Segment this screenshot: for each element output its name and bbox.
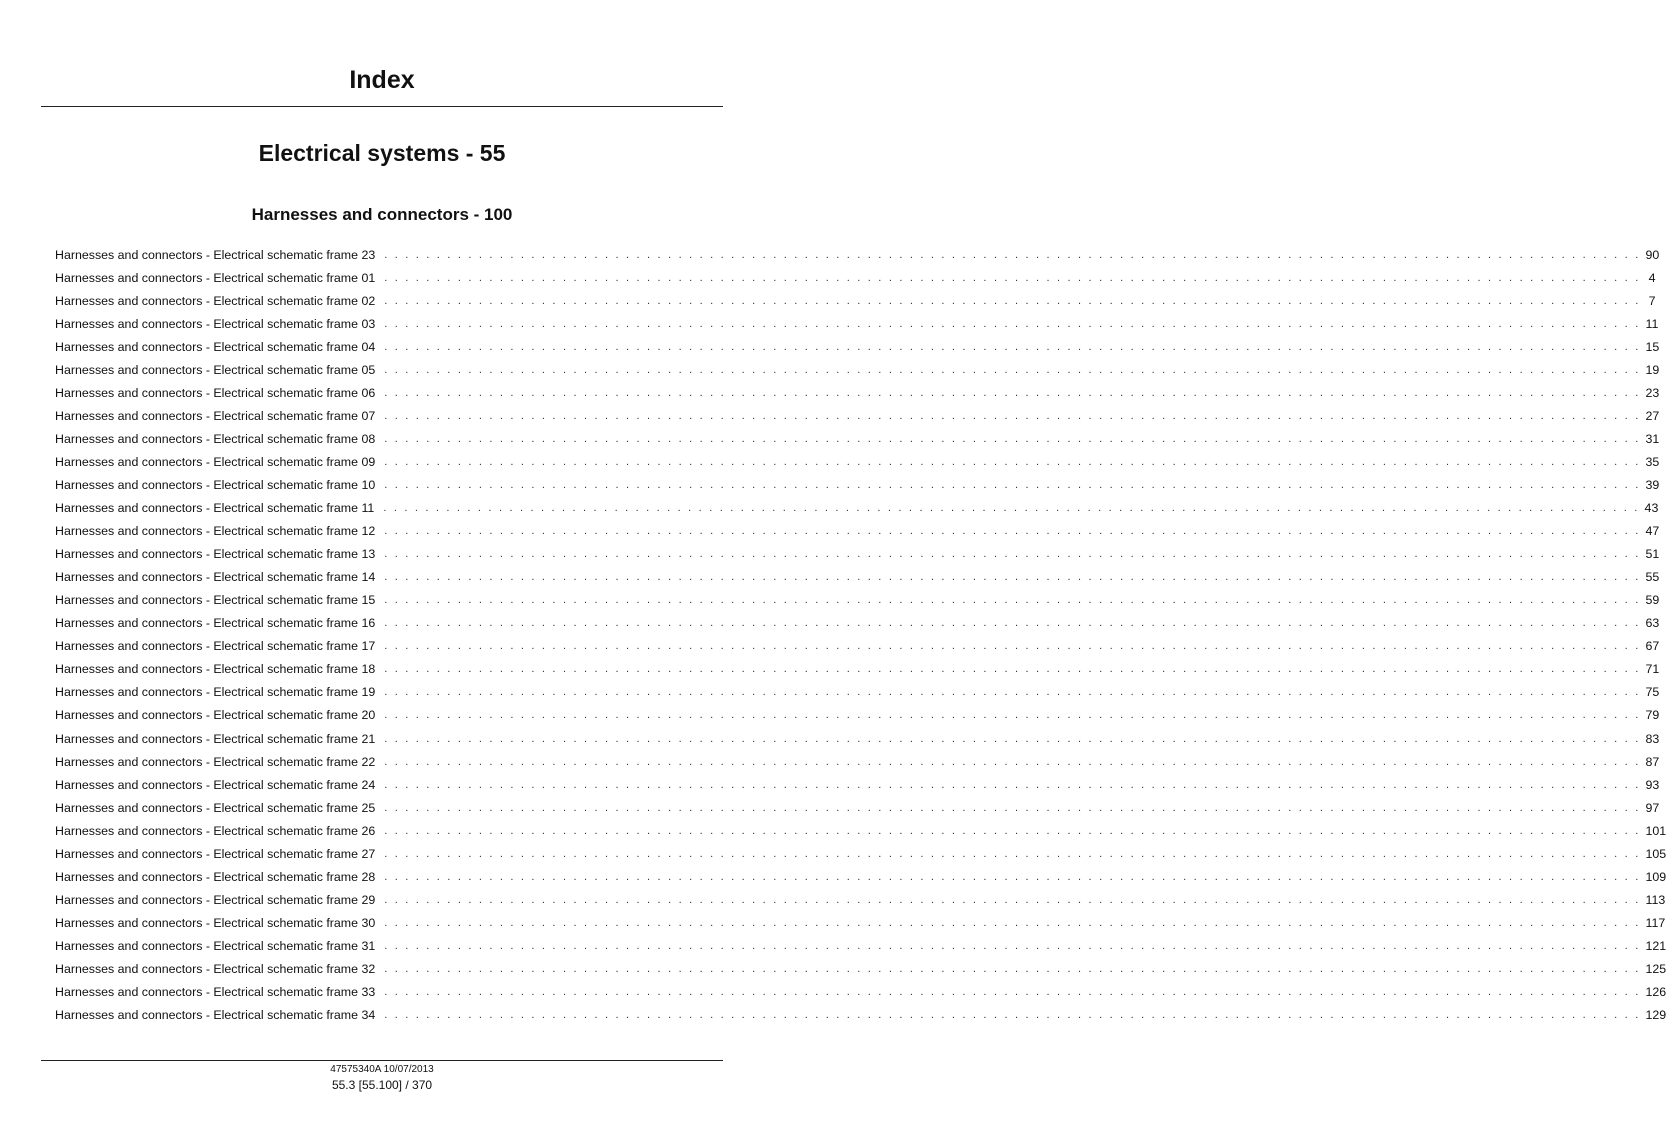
index-entry-label: Harnesses and connectors - Electrical schematic frame 14 bbox=[55, 570, 376, 585]
dot-leader: . . . . . . . . . . . . . . . . . . . . . . . . . . . . . . . . . . . . . . . . . . . . . . . . . . . . . . . . . . . . . . . . . . . . . . . . . . . . . . . . . . . . . . . . . . . . . . . . . . . . . . . . . . . . . . . . . . . . . . . . bbox=[384, 478, 1641, 491]
index-entry[interactable] bbox=[55, 865, 1666, 888]
dot-leader: . . . . . . . . . . . . . . . . . . . . . . . . . . . . . . . . . . . . . . . . . . . . . . . . . . . . . . . . . . . . . . . . . . . . . . . . . . . . . . . . . . . . . . . . . . . . . . . . . . . . . . . . . . . . . . . . . . . . . . . . bbox=[384, 248, 1641, 261]
dot-leader: . . . . . . . . . . . . . . . . . . . . . . . . . . . . . . . . . . . . . . . . . . . . . . . . . . . . . . . . . . . . . . . . . . . . . . . . . . . . . . . . . . . . . . . . . . . . . . . . . . . . . . . . . . . . . . . . . . . . . . . . bbox=[384, 986, 1641, 999]
index-entry[interactable] bbox=[55, 543, 1660, 566]
index-entry[interactable] bbox=[55, 888, 1666, 911]
index-entry-page-number: 75 bbox=[1645, 685, 1660, 700]
index-entry-page-number: 93 bbox=[1645, 777, 1660, 792]
index-entry-label: Harnesses and connectors - Electrical schematic frame 05 bbox=[55, 362, 376, 377]
index-entry-label: Harnesses and connectors - Electrical schematic frame 15 bbox=[55, 593, 376, 608]
dot-leader: . . . . . . . . . . . . . . . . . . . . . . . . . . . . . . . . . . . . . . . . . . . . . . . . . . . . . . . . . . . . . . . . . . . . . . . . . . . . . . . . . . . . . . . . . . . . . . . . . . . . . . . . . . . . . . . . . . . . . . . . bbox=[383, 502, 1640, 515]
index-entry-label: Harnesses and connectors - Electrical schematic frame 32 bbox=[55, 961, 376, 976]
dot-leader: . . . . . . . . . . . . . . . . . . . . . . . . . . . . . . . . . . . . . . . . . . . . . . . . . . . . . . . . . . . . . . . . . . . . . . . . . . . . . . . . . . . . . . . . . . . . . . . . . . . . . . . . . . . . . . . . . . . . . . . . bbox=[384, 732, 1641, 745]
index-entry[interactable] bbox=[55, 243, 1660, 266]
dot-leader: . . . . . . . . . . . . . . . . . . . . . . . . . . . . . . . . . . . . . . . . . . . . . . . . . . . . . . . . . . . . . . . . . . . . . . . . . . . . . . . . . . . . . . . . . . . . . . . . . . . . . . . . . . . . . . . . . . . . . . . . bbox=[384, 686, 1641, 699]
dot-leader: . . . . . . . . . . . . . . . . . . . . . . . . . . . . . . . . . . . . . . . . . . . . . . . . . . . . . . . . . . . . . . . . . . . . . . . . . . . . . . . . . . . . . . . . . . . . . . . . . . . . . . . . . . . . . . . . . . . . . . . . bbox=[384, 916, 1641, 929]
dot-leader: . . . . . . . . . . . . . . . . . . . . . . . . . . . . . . . . . . . . . . . . . . . . . . . . . . . . . . . . . . . . . . . . . . . . . . . . . . . . . . . . . . . . . . . . . . . . . . . . . . . . . . . . . . . . . . . . . . . . . . . . bbox=[384, 432, 1641, 445]
index-entry[interactable] bbox=[55, 658, 1660, 681]
index-entry-label: Harnesses and connectors - Electrical schematic frame 34 bbox=[55, 1008, 376, 1023]
index-entry[interactable] bbox=[55, 450, 1660, 473]
index-entry[interactable] bbox=[55, 750, 1660, 773]
dot-leader: . . . . . . . . . . . . . . . . . . . . . . . . . . . . . . . . . . . . . . . . . . . . . . . . . . . . . . . . . . . . . . . . . . . . . . . . . . . . . . . . . . . . . . . . . . . . . . . . . . . . . . . . . . . . . . . . . . . . . . . . bbox=[384, 870, 1641, 883]
dot-leader: . . . . . . . . . . . . . . . . . . . . . . . . . . . . . . . . . . . . . . . . . . . . . . . . . . . . . . . . . . . . . . . . . . . . . . . . . . . . . . . . . . . . . . . . . . . . . . . . . . . . . . . . . . . . . . . . . . . . . . . . bbox=[384, 548, 1641, 561]
index-entry[interactable] bbox=[55, 289, 1656, 312]
index-entry[interactable] bbox=[55, 335, 1660, 358]
index-entry-page-number: 31 bbox=[1645, 431, 1660, 446]
dot-leader: . . . . . . . . . . . . . . . . . . . . . . . . . . . . . . . . . . . . . . . . . . . . . . . . . . . . . . . . . . . . . . . . . . . . . . . . . . . . . . . . . . . . . . . . . . . . . . . . . . . . . . . . . . . . . . . . . . . . . . . . bbox=[384, 594, 1641, 607]
index-entry-page-number: 121 bbox=[1645, 938, 1666, 953]
index-entry[interactable] bbox=[55, 427, 1660, 450]
dot-leader: . . . . . . . . . . . . . . . . . . . . . . . . . . . . . . . . . . . . . . . . . . . . . . . . . . . . . . . . . . . . . . . . . . . . . . . . . . . . . . . . . . . . . . . . . . . . . . . . . . . . . . . . . . . . . . . . . . . . . . . . bbox=[384, 824, 1641, 837]
dot-leader: . . . . . . . . . . . . . . . . . . . . . . . . . . . . . . . . . . . . . . . . . . . . . . . . . . . . . . . . . . . . . . . . . . . . . . . . . . . . . . . . . . . . . . . . . . . . . . . . . . . . . . . . . . . . . . . . . . . . . . . . bbox=[384, 340, 1641, 353]
dot-leader: . . . . . . . . . . . . . . . . . . . . . . . . . . . . . . . . . . . . . . . . . . . . . . . . . . . . . . . . . . . . . . . . . . . . . . . . . . . . . . . . . . . . . . . . . . . . . . . . . . . . . . . . . . . . . . . . . . . . . . . . bbox=[384, 386, 1641, 399]
dot-leader: . . . . . . . . . . . . . . . . . . . . . . . . . . . . . . . . . . . . . . . . . . . . . . . . . . . . . . . . . . . . . . . . . . . . . . . . . . . . . . . . . . . . . . . . . . . . . . . . . . . . . . . . . . . . . . . . . . . . . . . . bbox=[384, 755, 1641, 768]
index-entry[interactable] bbox=[55, 1004, 1666, 1027]
dot-leader: . . . . . . . . . . . . . . . . . . . . . . . . . . . . . . . . . . . . . . . . . . . . . . . . . . . . . . . . . . . . . . . . . . . . . . . . . . . . . . . . . . . . . . . . . . . . . . . . . . . . . . . . . . . . . . . . . . . . . . . . bbox=[384, 525, 1641, 538]
index-entry-label: Harnesses and connectors - Electrical schematic frame 17 bbox=[55, 639, 376, 654]
index-entry-page-number: 125 bbox=[1645, 961, 1666, 976]
index-entry[interactable] bbox=[55, 981, 1666, 1004]
subsection-title: Harnesses and connectors - 100 bbox=[251, 205, 513, 224]
index-entry-page-number: 15 bbox=[1645, 339, 1660, 354]
index-entry-page-number: 109 bbox=[1645, 869, 1666, 884]
index-entry-page-number: 97 bbox=[1645, 800, 1660, 815]
index-entry-label: Harnesses and connectors - Electrical schematic frame 03 bbox=[55, 316, 376, 331]
index-entry-page-number: 101 bbox=[1645, 823, 1666, 838]
index-entry-page-number: 19 bbox=[1645, 362, 1660, 377]
index-entry[interactable] bbox=[55, 796, 1660, 819]
index-entry[interactable] bbox=[55, 773, 1660, 796]
index-entry-page-number: 43 bbox=[1644, 501, 1659, 516]
index-list bbox=[55, 243, 1666, 1027]
index-entry[interactable] bbox=[55, 473, 1660, 496]
dot-leader: . . . . . . . . . . . . . . . . . . . . . . . . . . . . . . . . . . . . . . . . . . . . . . . . . . . . . . . . . . . . . . . . . . . . . . . . . . . . . . . . . . . . . . . . . . . . . . . . . . . . . . . . . . . . . . . . . . . . . . . . bbox=[384, 271, 1641, 284]
index-entry-page-number: 47 bbox=[1645, 524, 1660, 539]
index-entry-page-number: 63 bbox=[1645, 616, 1660, 631]
index-entry[interactable] bbox=[55, 727, 1660, 750]
index-entry[interactable] bbox=[55, 520, 1660, 543]
index-entry[interactable] bbox=[55, 957, 1666, 980]
index-entry-page-number: 126 bbox=[1645, 985, 1666, 1000]
index-entry[interactable] bbox=[55, 819, 1666, 842]
dot-leader: . . . . . . . . . . . . . . . . . . . . . . . . . . . . . . . . . . . . . . . . . . . . . . . . . . . . . . . . . . . . . . . . . . . . . . . . . . . . . . . . . . . . . . . . . . . . . . . . . . . . . . . . . . . . . . . . . . . . . . . . bbox=[384, 709, 1641, 722]
index-entry-label: Harnesses and connectors - Electrical schematic frame 08 bbox=[55, 431, 376, 446]
dot-leader: . . . . . . . . . . . . . . . . . . . . . . . . . . . . . . . . . . . . . . . . . . . . . . . . . . . . . . . . . . . . . . . . . . . . . . . . . . . . . . . . . . . . . . . . . . . . . . . . . . . . . . . . . . . . . . . . . . . . . . . . bbox=[384, 455, 1641, 468]
footer-document-id: 47575340A 10/07/2013 bbox=[330, 1064, 434, 1075]
index-entry[interactable] bbox=[55, 911, 1666, 934]
index-entry[interactable] bbox=[55, 312, 1659, 335]
dot-leader: . . . . . . . . . . . . . . . . . . . . . . . . . . . . . . . . . . . . . . . . . . . . . . . . . . . . . . . . . . . . . . . . . . . . . . . . . . . . . . . . . . . . . . . . . . . . . . . . . . . . . . . . . . . . . . . . . . . . . . . . bbox=[384, 294, 1641, 307]
index-entry[interactable] bbox=[55, 612, 1660, 635]
index-entry-label: Harnesses and connectors - Electrical schematic frame 06 bbox=[55, 385, 376, 400]
index-entry-label: Harnesses and connectors - Electrical schematic frame 01 bbox=[55, 270, 376, 285]
index-entry-label: Harnesses and connectors - Electrical schematic frame 24 bbox=[55, 777, 376, 792]
dot-leader: . . . . . . . . . . . . . . . . . . . . . . . . . . . . . . . . . . . . . . . . . . . . . . . . . . . . . . . . . . . . . . . . . . . . . . . . . . . . . . . . . . . . . . . . . . . . . . . . . . . . . . . . . . . . . . . . . . . . . . . . bbox=[384, 939, 1641, 952]
index-entry-page-number: 113 bbox=[1645, 892, 1666, 907]
index-entry-label: Harnesses and connectors - Electrical schematic frame 13 bbox=[55, 547, 376, 562]
index-entry-page-number: 67 bbox=[1645, 639, 1660, 654]
index-entry-page-number: 105 bbox=[1645, 846, 1666, 861]
dot-leader: . . . . . . . . . . . . . . . . . . . . . . . . . . . . . . . . . . . . . . . . . . . . . . . . . . . . . . . . . . . . . . . . . . . . . . . . . . . . . . . . . . . . . . . . . . . . . . . . . . . . . . . . . . . . . . . . . . . . . . . . bbox=[384, 409, 1641, 422]
dot-leader: . . . . . . . . . . . . . . . . . . . . . . . . . . . . . . . . . . . . . . . . . . . . . . . . . . . . . . . . . . . . . . . . . . . . . . . . . . . . . . . . . . . . . . . . . . . . . . . . . . . . . . . . . . . . . . . . . . . . . . . . bbox=[384, 847, 1641, 860]
index-entry-label: Harnesses and connectors - Electrical schematic frame 23 bbox=[55, 247, 376, 262]
index-entry-page-number: 7 bbox=[1648, 293, 1656, 308]
index-entry-label: Harnesses and connectors - Electrical schematic frame 20 bbox=[55, 708, 376, 723]
index-entry-page-number: 90 bbox=[1645, 247, 1660, 262]
index-entry-label: Harnesses and connectors - Electrical schematic frame 07 bbox=[55, 408, 376, 423]
index-entry[interactable] bbox=[55, 589, 1660, 612]
page-title: Index bbox=[349, 66, 415, 94]
index-entry-page-number: 59 bbox=[1645, 593, 1660, 608]
index-entry-label: Harnesses and connectors - Electrical schematic frame 12 bbox=[55, 524, 376, 539]
index-entry[interactable] bbox=[55, 934, 1666, 957]
dot-leader: . . . . . . . . . . . . . . . . . . . . . . . . . . . . . . . . . . . . . . . . . . . . . . . . . . . . . . . . . . . . . . . . . . . . . . . . . . . . . . . . . . . . . . . . . . . . . . . . . . . . . . . . . . . . . . . . . . . . . . . . bbox=[384, 617, 1641, 630]
dot-leader: . . . . . . . . . . . . . . . . . . . . . . . . . . . . . . . . . . . . . . . . . . . . . . . . . . . . . . . . . . . . . . . . . . . . . . . . . . . . . . . . . . . . . . . . . . . . . . . . . . . . . . . . . . . . . . . . . . . . . . . . bbox=[384, 663, 1641, 676]
index-entry-page-number: 23 bbox=[1645, 385, 1660, 400]
index-entry-page-number: 87 bbox=[1645, 754, 1660, 769]
dot-leader: . . . . . . . . . . . . . . . . . . . . . . . . . . . . . . . . . . . . . . . . . . . . . . . . . . . . . . . . . . . . . . . . . . . . . . . . . . . . . . . . . . . . . . . . . . . . . . . . . . . . . . . . . . . . . . . . . . . . . . . . bbox=[384, 893, 1641, 906]
index-entry[interactable] bbox=[55, 566, 1660, 589]
index-entry-label: Harnesses and connectors - Electrical schematic frame 27 bbox=[55, 846, 376, 861]
index-entry-label: Harnesses and connectors - Electrical schematic frame 10 bbox=[55, 477, 376, 492]
index-entry[interactable] bbox=[55, 842, 1666, 865]
index-entry-label: Harnesses and connectors - Electrical schematic frame 26 bbox=[55, 823, 376, 838]
index-entry-page-number: 51 bbox=[1645, 547, 1660, 562]
footer-page-reference: 55.3 [55.100] / 370 bbox=[331, 1078, 433, 1092]
index-entry-page-number: 83 bbox=[1645, 731, 1660, 746]
dot-leader: . . . . . . . . . . . . . . . . . . . . . . . . . . . . . . . . . . . . . . . . . . . . . . . . . . . . . . . . . . . . . . . . . . . . . . . . . . . . . . . . . . . . . . . . . . . . . . . . . . . . . . . . . . . . . . . . . . . . . . . . bbox=[384, 640, 1641, 653]
index-entry[interactable] bbox=[55, 704, 1660, 727]
dot-leader: . . . . . . . . . . . . . . . . . . . . . . . . . . . . . . . . . . . . . . . . . . . . . . . . . . . . . . . . . . . . . . . . . . . . . . . . . . . . . . . . . . . . . . . . . . . . . . . . . . . . . . . . . . . . . . . . . . . . . . . . bbox=[384, 778, 1641, 791]
index-entry-page-number: 11 bbox=[1645, 316, 1659, 331]
index-entry-label: Harnesses and connectors - Electrical schematic frame 18 bbox=[55, 662, 376, 677]
footer-divider bbox=[41, 1060, 723, 1061]
index-entry-page-number: 117 bbox=[1645, 915, 1666, 930]
dot-leader: . . . . . . . . . . . . . . . . . . . . . . . . . . . . . . . . . . . . . . . . . . . . . . . . . . . . . . . . . . . . . . . . . . . . . . . . . . . . . . . . . . . . . . . . . . . . . . . . . . . . . . . . . . . . . . . . . . . . . . . . bbox=[384, 571, 1641, 584]
index-entry[interactable] bbox=[55, 497, 1659, 520]
index-entry-page-number: 27 bbox=[1645, 408, 1660, 423]
index-entry-label: Harnesses and connectors - Electrical schematic frame 22 bbox=[55, 754, 376, 769]
index-entry-label: Harnesses and connectors - Electrical schematic frame 21 bbox=[55, 731, 376, 746]
dot-leader: . . . . . . . . . . . . . . . . . . . . . . . . . . . . . . . . . . . . . . . . . . . . . . . . . . . . . . . . . . . . . . . . . . . . . . . . . . . . . . . . . . . . . . . . . . . . . . . . . . . . . . . . . . . . . . . . . . . . . . . . bbox=[384, 1009, 1641, 1022]
dot-leader: . . . . . . . . . . . . . . . . . . . . . . . . . . . . . . . . . . . . . . . . . . . . . . . . . . . . . . . . . . . . . . . . . . . . . . . . . . . . . . . . . . . . . . . . . . . . . . . . . . . . . . . . . . . . . . . . . . . . . . . . bbox=[384, 801, 1641, 814]
index-entry-label: Harnesses and connectors - Electrical schematic frame 33 bbox=[55, 985, 376, 1000]
dot-leader: . . . . . . . . . . . . . . . . . . . . . . . . . . . . . . . . . . . . . . . . . . . . . . . . . . . . . . . . . . . . . . . . . . . . . . . . . . . . . . . . . . . . . . . . . . . . . . . . . . . . . . . . . . . . . . . . . . . . . . . . bbox=[384, 962, 1641, 975]
index-entry-page-number: 79 bbox=[1645, 708, 1660, 723]
header-divider bbox=[41, 106, 723, 107]
index-entry-label: Harnesses and connectors - Electrical schematic frame 02 bbox=[55, 293, 376, 308]
index-entry[interactable] bbox=[55, 358, 1660, 381]
index-entry-page-number: 39 bbox=[1645, 477, 1660, 492]
index-entry[interactable] bbox=[55, 266, 1656, 289]
index-entry-label: Harnesses and connectors - Electrical schematic frame 19 bbox=[55, 685, 376, 700]
dot-leader: . . . . . . . . . . . . . . . . . . . . . . . . . . . . . . . . . . . . . . . . . . . . . . . . . . . . . . . . . . . . . . . . . . . . . . . . . . . . . . . . . . . . . . . . . . . . . . . . . . . . . . . . . . . . . . . . . . . . . . . . bbox=[384, 317, 1641, 330]
index-entry[interactable] bbox=[55, 404, 1660, 427]
index-entry-label: Harnesses and connectors - Electrical schematic frame 29 bbox=[55, 892, 376, 907]
index-entry-page-number: 129 bbox=[1645, 1008, 1666, 1023]
index-entry-label: Harnesses and connectors - Electrical schematic frame 16 bbox=[55, 616, 376, 631]
dot-leader: . . . . . . . . . . . . . . . . . . . . . . . . . . . . . . . . . . . . . . . . . . . . . . . . . . . . . . . . . . . . . . . . . . . . . . . . . . . . . . . . . . . . . . . . . . . . . . . . . . . . . . . . . . . . . . . . . . . . . . . . bbox=[384, 363, 1641, 376]
index-entry-label: Harnesses and connectors - Electrical schematic frame 09 bbox=[55, 454, 376, 469]
index-entry-label: Harnesses and connectors - Electrical schematic frame 31 bbox=[55, 938, 376, 953]
index-entry[interactable] bbox=[55, 381, 1660, 404]
index-entry[interactable] bbox=[55, 681, 1660, 704]
index-entry-page-number: 55 bbox=[1645, 570, 1660, 585]
index-entry-label: Harnesses and connectors - Electrical schematic frame 28 bbox=[55, 869, 376, 884]
index-entry-label: Harnesses and connectors - Electrical schematic frame 30 bbox=[55, 915, 376, 930]
index-entry-label: Harnesses and connectors - Electrical schematic frame 25 bbox=[55, 800, 376, 815]
index-entry-page-number: 4 bbox=[1648, 270, 1656, 285]
index-entry-label: Harnesses and connectors - Electrical schematic frame 11 bbox=[55, 501, 375, 516]
index-entry-page-number: 71 bbox=[1645, 662, 1660, 677]
index-entry-label: Harnesses and connectors - Electrical schematic frame 04 bbox=[55, 339, 376, 354]
section-title: Electrical systems - 55 bbox=[258, 140, 506, 166]
index-entry-page-number: 35 bbox=[1645, 454, 1660, 469]
index-entry[interactable] bbox=[55, 635, 1660, 658]
